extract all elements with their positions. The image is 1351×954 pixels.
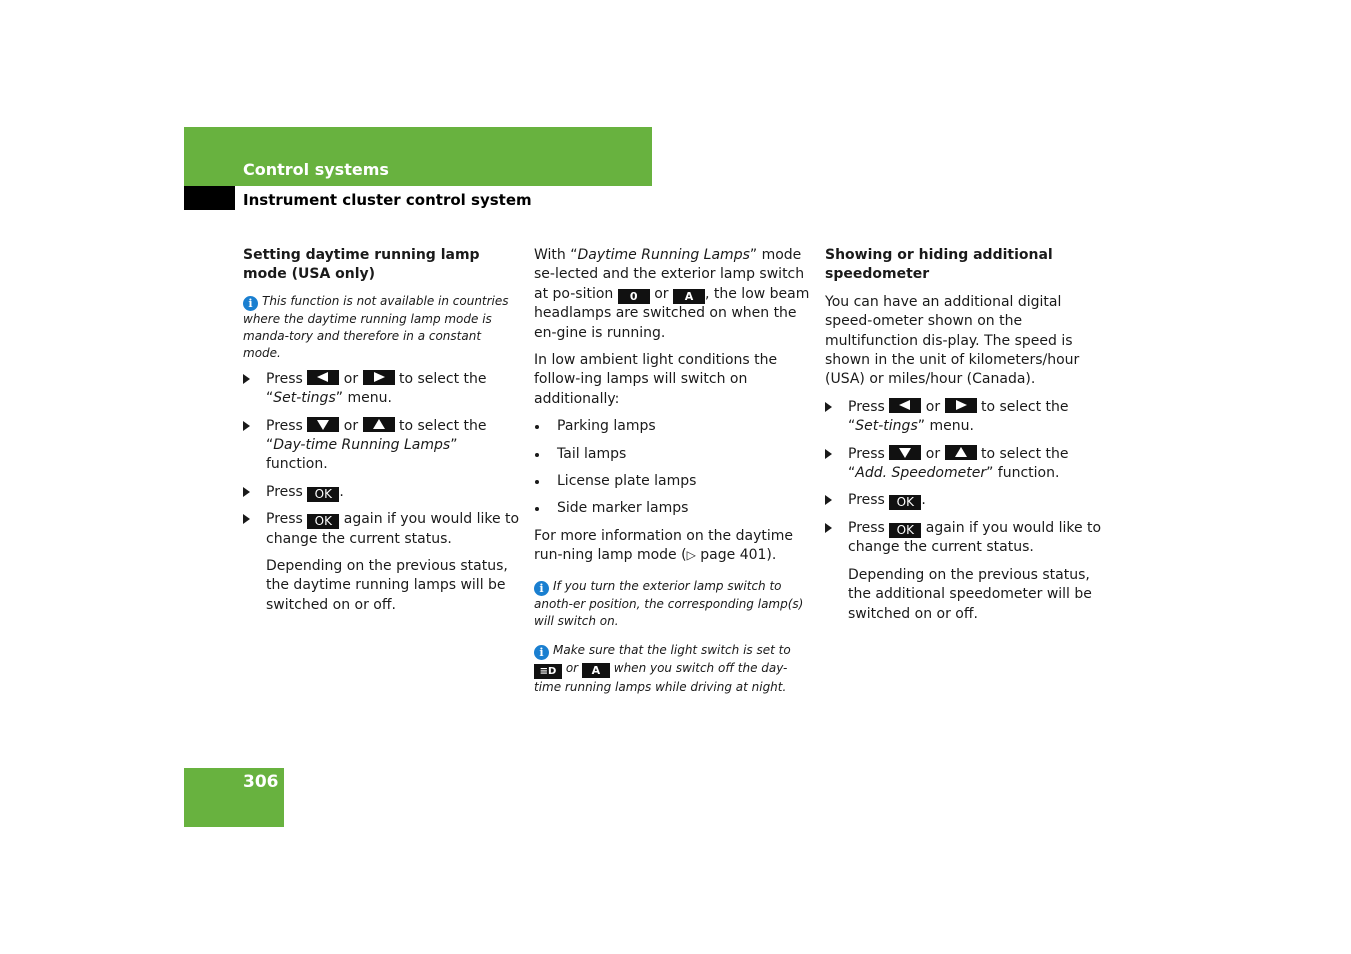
- step-text: Press: [266, 370, 303, 387]
- bullet-dot-icon: [535, 453, 539, 457]
- step-text: to select the “: [266, 417, 487, 454]
- switch-position-auto-key: A: [582, 663, 610, 678]
- step-text: ” function.: [986, 465, 1060, 482]
- result-text: Depending on the previous status, the additional speedometer will be switched on or off.: [848, 566, 1092, 622]
- info-icon: i: [534, 645, 549, 660]
- list-item-text: License plate lamps: [557, 473, 697, 490]
- step-press-ok-again: [825, 519, 1103, 558]
- ok-key: OK: [889, 523, 921, 538]
- ok-key: OK: [889, 495, 921, 510]
- up-arrow-key-icon: [945, 445, 977, 460]
- step-text: or: [343, 370, 359, 387]
- step-select-function: [825, 445, 1103, 484]
- step-text: to select the “: [266, 370, 487, 407]
- step-text: Press: [266, 511, 303, 528]
- step-text: or: [925, 398, 941, 415]
- text: With “: [534, 247, 578, 263]
- step-text: ” menu.: [335, 390, 392, 407]
- step-text: again if you would like to change the current status.: [266, 511, 520, 547]
- step-text: to select the “: [848, 398, 1069, 435]
- column-2: [534, 246, 812, 704]
- switch-position-0-key: 0: [618, 289, 650, 304]
- info-icon: i: [243, 296, 258, 311]
- step-arrow-icon: [243, 374, 250, 384]
- step-text: or: [925, 445, 941, 462]
- list-item: [534, 417, 812, 436]
- note-text: Make sure that the light switch is set to: [553, 642, 791, 657]
- step-text: Press: [266, 417, 303, 434]
- note-text: This function is not available in countries where the daytime running lamp mode is manda-tory and therefore in a constant mode.: [243, 293, 509, 360]
- step-text: ” function.: [266, 437, 458, 473]
- step-arrow-icon: [243, 514, 250, 524]
- step-arrow-icon: [243, 487, 250, 497]
- low-beam-key-icon: ≡D: [534, 664, 562, 679]
- mode-name: Daytime Running Lamps: [577, 247, 750, 263]
- info-note: [534, 642, 812, 696]
- step-text: .: [339, 483, 344, 500]
- column-3: [825, 246, 1103, 632]
- section-title: Control systems: [243, 160, 389, 179]
- text: For more information on the daytime run-ning lamp mode (: [534, 527, 793, 564]
- step-text: Press: [848, 492, 885, 509]
- paragraph-more-info: [534, 527, 812, 566]
- left-arrow-key-icon: [889, 398, 921, 413]
- bullet-dot-icon: [535, 425, 539, 429]
- step-text: Press: [848, 445, 885, 462]
- note-text: when you switch off the day-time running lamps while driving at night.: [534, 660, 788, 694]
- result-text: Depending on the previous status, the daytime running lamps will be switched on or off.: [266, 558, 508, 613]
- note-text: If you turn the exterior lamp switch to anoth-er position, the corresponding lamp(s) will switch on.: [534, 578, 804, 628]
- list-item: [534, 499, 812, 518]
- step-text: Press: [848, 519, 885, 536]
- step-press-ok: [825, 491, 1103, 510]
- ok-key: OK: [307, 487, 339, 502]
- paragraph-speedometer: You can have an additional digital speed-ometer shown on the multifunction dis-play. The speed is shown in the unit of kilometers/hour (USA) or miles/hour (Canada).: [825, 293, 1080, 388]
- step-arrow-icon: [243, 421, 250, 431]
- step-arrow-icon: [825, 449, 832, 459]
- step-press-ok: [243, 483, 521, 502]
- heading-daytime-running-lamp: Setting daytime running lamp mode (USA only): [243, 247, 480, 283]
- subsection-title: Instrument cluster control system: [243, 191, 532, 209]
- function-name: Add. Speedometer: [855, 465, 987, 482]
- note-text: or: [565, 660, 579, 675]
- black-tab: [184, 186, 235, 210]
- list-item: [534, 445, 812, 464]
- menu-name: Set-tings: [273, 390, 336, 407]
- step-arrow-icon: [825, 495, 832, 505]
- step-arrow-icon: [825, 402, 832, 412]
- left-arrow-key-icon: [307, 370, 339, 385]
- step-select-function: [243, 417, 521, 475]
- heading-additional-speedometer: Showing or hiding additional speedometer: [825, 247, 1053, 283]
- menu-name: Set-tings: [855, 418, 918, 435]
- paragraph-low-light: In low ambient light conditions the follow-ing lamps will switch on additionally:: [534, 352, 778, 407]
- step-text: to select the “: [848, 445, 1069, 482]
- text: or: [654, 285, 669, 302]
- down-arrow-key-icon: [307, 417, 339, 432]
- bullet-dot-icon: [535, 480, 539, 484]
- right-arrow-key-icon: [363, 370, 395, 385]
- step-select-settings: [825, 398, 1103, 437]
- function-name: Day-time Running Lamps: [273, 437, 451, 454]
- list-item-text: Tail lamps: [557, 445, 627, 462]
- page-ref-icon: ▷: [686, 548, 696, 563]
- text: , the low beam headlamps are switched on when the en-gine is running.: [534, 285, 810, 341]
- info-note: [534, 578, 812, 630]
- step-press-ok-again: [243, 510, 521, 549]
- list-item-text: Parking lamps: [557, 418, 656, 435]
- switch-position-auto-key: A: [673, 289, 705, 304]
- info-icon: i: [534, 581, 549, 596]
- step-text: Press: [266, 483, 303, 500]
- text: ” mode se-lected and the exterior lamp switch at po-sition: [534, 247, 805, 302]
- step-select-settings: [243, 370, 521, 409]
- bullet-dot-icon: [535, 507, 539, 511]
- right-arrow-key-icon: [945, 398, 977, 413]
- step-text: Press: [848, 398, 885, 415]
- step-text: or: [343, 417, 359, 434]
- step-arrow-icon: [825, 523, 832, 533]
- page-number: 306: [243, 772, 279, 792]
- down-arrow-key-icon: [889, 445, 921, 460]
- list-item-text: Side marker lamps: [557, 500, 689, 517]
- paragraph-mode: [534, 246, 812, 343]
- text: page 401).: [695, 547, 777, 564]
- step-text: .: [921, 492, 926, 509]
- up-arrow-key-icon: [363, 417, 395, 432]
- column-1: [243, 246, 521, 623]
- step-text: again if you would like to change the current status.: [848, 519, 1102, 556]
- ok-key: OK: [307, 514, 339, 529]
- step-text: ” menu.: [917, 418, 974, 435]
- list-item: [534, 472, 812, 491]
- info-note: [243, 293, 521, 362]
